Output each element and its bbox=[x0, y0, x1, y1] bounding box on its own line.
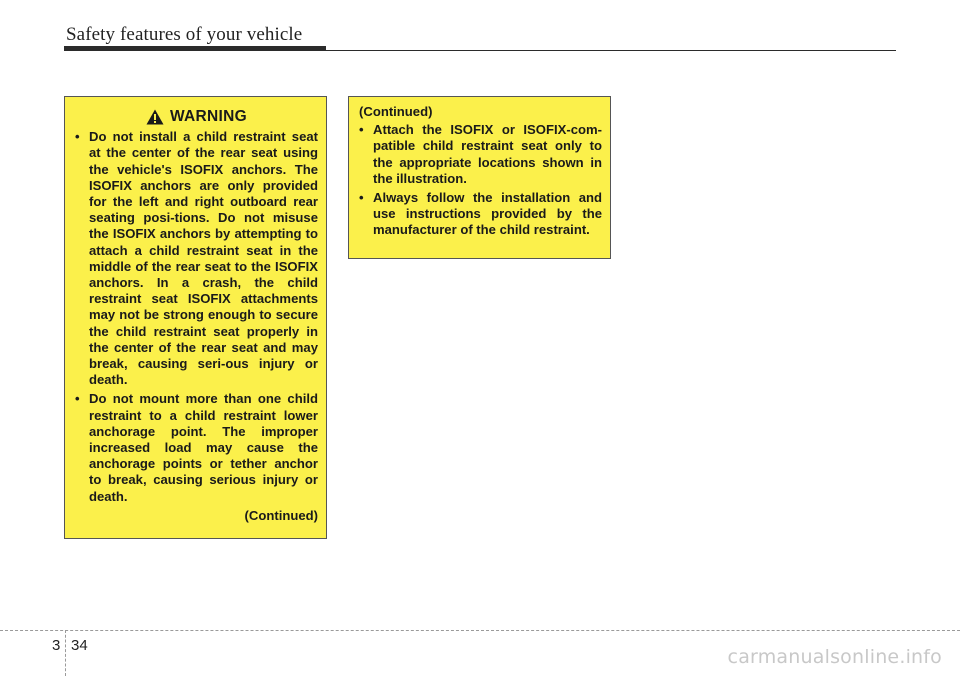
continued-label: (Continued) bbox=[359, 104, 433, 119]
page-number: 34 bbox=[71, 637, 88, 654]
warning-heading-text: WARNING bbox=[169, 108, 247, 125]
footer-rule bbox=[0, 630, 960, 631]
warning-bullet: • Do not install a child restraint seat at the center of the rear seat using the vehicle's ISOFIX anchors. The ISOFIX anchors are only provided for the left and right outboard rear seating posi-tions. Do not misuse the ISOFIX anchors by attempting to attach a child restraint seat in the middle of the rear seat to the ISOFIX anchors. In a crash, the child restraint seat ISOFIX attachments may not be strong enough to secure the child restraint seat properly in the center of the rear seat and may break, causing seri-ous injury or death. bbox=[75, 129, 318, 388]
section-number: 3 bbox=[52, 637, 61, 654]
continued-bullet-list bbox=[359, 122, 602, 238]
footer-divider bbox=[65, 630, 66, 676]
warning-triangle-icon bbox=[146, 109, 164, 125]
warning-bullet-list bbox=[75, 129, 318, 505]
warning-box bbox=[64, 96, 327, 539]
watermark: carmanualsonline.info bbox=[727, 646, 942, 668]
header-rule bbox=[326, 50, 896, 51]
warning-bullet: • Do not mount more than one child restraint to a child restraint lower anchorage point. The improper increased load may cause the anchorage points or tether anchor to break, causing serious injury or death. bbox=[75, 391, 318, 504]
warning-heading bbox=[75, 109, 318, 125]
continued-bullet: • Always follow the installation and use instructions provided by the manufacturer of the child restraint. bbox=[359, 190, 602, 239]
page-header-title: Safety features of your vehicle bbox=[66, 24, 303, 45]
continued-label: (Continued) bbox=[244, 507, 318, 523]
header-bar bbox=[64, 46, 326, 51]
continued-warning-box bbox=[348, 96, 611, 259]
continued-bullet: • Attach the ISOFIX or ISOFIX-com-patible child restraint seat only to the appropriate locations shown in the illustration. bbox=[359, 122, 602, 187]
